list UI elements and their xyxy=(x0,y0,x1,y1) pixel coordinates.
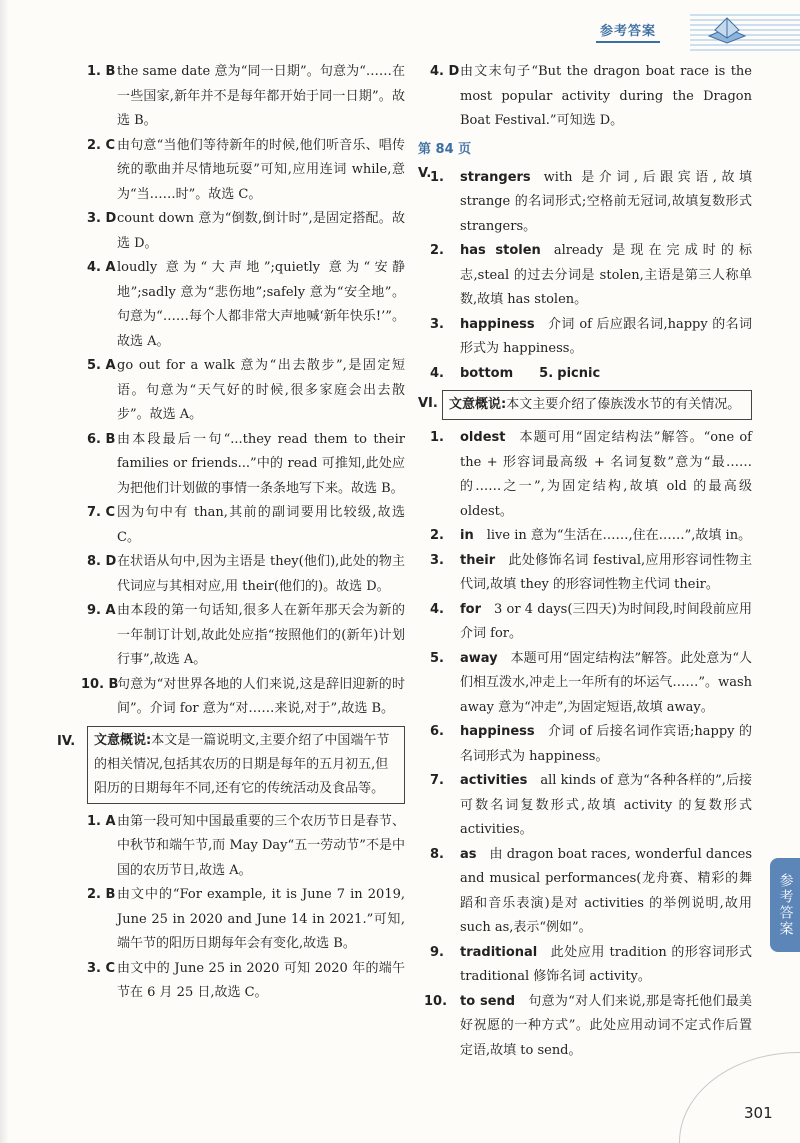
answer-number: 4. A xyxy=(87,260,116,275)
answer-keyword: activities xyxy=(460,773,528,788)
answer-explanation: 由文中的 June 25 in 2020 可知 2020 年的端午节在 6 月 25 日,故选 C。 xyxy=(117,960,405,1000)
answer-explanation: all kinds of 意为“各种各样的”,后接可数名词复数形式,故填 activity 的复数形式 activities。 xyxy=(460,773,752,837)
answer-explanation: go out for a walk 意为“出去散步”,是固定短语。句意为“天气好的时候,很多家庭会出去散步”。故选 A。 xyxy=(117,358,405,422)
answer-number: 1. xyxy=(430,169,444,185)
answer-keyword: as xyxy=(460,846,477,862)
answer-item xyxy=(87,256,405,354)
answer-number: 2. B xyxy=(87,887,116,902)
right-column xyxy=(418,60,752,1063)
answer-keyword: for xyxy=(460,601,481,617)
answer-explanation: 由第一段可知中国最重要的三个农历节日是春节、中秋节和端午节,而 May Day“五一劳动节”不是中国的农历节日,故选 A。 xyxy=(117,813,405,878)
answer-item xyxy=(424,990,752,1064)
answer-number: 3. xyxy=(430,316,444,332)
answer-keyword: in xyxy=(460,528,474,543)
answer-explanation: with 是介词,后跟宾语,故填 strange 的名词形式;空格前无冠词,故填复数形式 strangers。 xyxy=(460,169,752,234)
answer-explanation: 由本段最后一句“...they read them to their families or friends...”中的 read 可推知,此处应为把他们计划做的事情一条条地写下来。故选 B。 xyxy=(117,431,405,496)
answer-explanation: 在状语从句中,因为主语是 they(他们),此处的物主代词应与其相对应,用 their(他们的)。故选 D。 xyxy=(117,554,405,594)
answer-keyword: traditional xyxy=(460,944,538,960)
answer-number: 8. D xyxy=(87,554,117,569)
book-icon xyxy=(705,12,749,44)
answer-number: 1. B xyxy=(87,64,116,79)
answer-item xyxy=(430,647,752,721)
answer-explanation: already 是现在完成时的标志,steal 的过去分词是 stolen,主语是第三人称单数,故填 has stolen。 xyxy=(460,243,752,307)
answer-item xyxy=(87,134,405,208)
answer-explanation: 此处修饰名词 festival,应用形容词性物主代词,故填 they 的形容词性物主代词 their。 xyxy=(460,552,752,592)
answer-number: 10. xyxy=(424,993,448,1009)
answer-explanation: count down 意为“倒数,倒计时”,是固定搭配。故选 D。 xyxy=(117,211,405,251)
answer-item xyxy=(430,843,752,941)
section-v xyxy=(418,165,752,387)
answer-number: 3. D xyxy=(87,211,117,226)
answer-item xyxy=(430,313,752,362)
answer-explanation: 介词 of 后应跟名词,happy 的名词形式为 happiness。 xyxy=(460,316,752,356)
summary-text: 本文主要介绍了傣族泼水节的有关情况。 xyxy=(506,397,741,412)
answer-explanation: the same date 意为“同一日期”。句意为“……在一些国家,新年并不是每年都开始于同一日期”。故选 B。 xyxy=(117,64,405,128)
section-numeral: VI. xyxy=(418,396,438,411)
answer-number: 2. xyxy=(430,243,444,258)
answer-item xyxy=(430,549,752,598)
answer-explanation: live in 意为“生活在……,住在……”,故填 in。 xyxy=(486,528,752,543)
answer-explanation: 因为句中有 than,其前的副词要用比较级,故选 C。 xyxy=(117,505,405,545)
answer-explanation: 由句意“当他们等待新年的时候,他们听音乐、唱传统的歌曲并尽情地玩耍”可知,应用连词 while,意为“当……时”。故选 C。 xyxy=(117,137,405,202)
answer-item xyxy=(87,60,405,134)
answer-explanation: 本题可用“固定结构法”解答。此处意为“人们相互泼水,冲走上一年所有的坏运气……”。wash away 意为“冲走”,为固定短语,故填 away。 xyxy=(460,650,752,715)
answer-number: 1. xyxy=(430,430,444,445)
answer-item xyxy=(87,957,405,1006)
answer-item xyxy=(87,883,405,957)
answer-number: 4. xyxy=(430,365,444,381)
answer-keyword: bottom xyxy=(460,365,514,381)
answer-number: 4. D xyxy=(430,64,460,79)
answer-number: 10. B xyxy=(81,676,119,692)
section-vi xyxy=(418,390,752,1063)
summary-text: 本文是一篇说明文,主要介绍了中国端午节的相关情况,包括其农历的日期是每年的五月初五,但阳历的日期每年不同,还有它的传统活动及食品等。 xyxy=(94,732,390,796)
answer-item xyxy=(430,60,752,134)
answer-number: 5. A xyxy=(87,358,116,373)
answer-number: 9. A xyxy=(87,603,116,618)
answer-number: 1. A xyxy=(87,813,116,829)
answer-number: 9. xyxy=(430,944,444,960)
answer-explanation: loudly 意为“大声地”;quietly 意为“安静地”;sadly 意为“悲伤地”;safely 意为“安全地”。句意为“……每个人都非常大声地喊‘新年快乐!’”。故选 A。 xyxy=(117,260,405,349)
answer-item xyxy=(430,239,752,313)
answer-keyword: happiness xyxy=(460,316,535,332)
summary-box xyxy=(87,726,405,804)
answer-explanation: 本题可用“固定结构法”解答。“one of the + 形容词最高级 + 名词复数”意为“最……的……之一”,为固定结构,故填 old 的最高级 oldest。 xyxy=(460,430,752,519)
answer-keyword: away xyxy=(460,650,498,666)
answer-number: 2. xyxy=(430,528,444,543)
answer-number: 5. xyxy=(539,365,554,381)
answer-explanation: 由 dragon boat races, wonderful dances and musical performances(龙舟赛、精彩的舞蹈和音乐表演)是对 activities 的举例说明,故用 such as,表示“例如”。 xyxy=(460,846,752,935)
section-numeral: IV. xyxy=(57,733,76,749)
answer-keyword: has stolen xyxy=(460,243,541,258)
answer-keyword: their xyxy=(460,552,496,568)
page-binding-shadow xyxy=(0,0,9,1143)
answer-number: 4. xyxy=(430,601,444,617)
answer-number: 3. xyxy=(430,552,444,568)
answer-number: 8. xyxy=(430,846,444,862)
answer-explanation: 由文中的“For example, it is June 7 in 2019, June 25 in 2020 and June 14 in 2021.”可知,端午节的阳历日期每年会有变化,故选 B。 xyxy=(117,887,405,951)
answer-item xyxy=(430,769,752,843)
answer-number: 5. xyxy=(430,650,444,666)
answer-keyword: happiness xyxy=(460,724,535,739)
header-label: 参考答案 xyxy=(596,20,660,43)
page-number: 301 xyxy=(744,1104,773,1122)
answer-explanation: 由文末句子“But the dragon boat race is the most popular activity during the Dragon Boat Festival.”可知选 D。 xyxy=(460,64,752,128)
answer-item xyxy=(430,524,752,549)
answer-item xyxy=(87,550,405,599)
answer-explanation: 介词 of 后接名词作宾语;happy 的名词形式为 happiness。 xyxy=(460,724,752,764)
answer-item xyxy=(430,720,752,769)
answer-keyword: to send xyxy=(460,993,516,1009)
answer-item xyxy=(430,941,752,990)
answer-keyword: strangers xyxy=(460,169,531,185)
side-tab-answers: 参考答案 xyxy=(770,858,800,952)
summary-box xyxy=(442,390,752,420)
answer-item xyxy=(87,207,405,256)
summary-label: 文意概说: xyxy=(449,397,507,412)
answer-number: 2. C xyxy=(87,137,116,153)
answer-item xyxy=(430,362,752,387)
section-numeral: V. xyxy=(418,165,432,181)
answer-explanation: 3 or 4 days(三四天)为时间段,时间段前应用介词 for。 xyxy=(460,601,752,641)
answer-keyword: oldest xyxy=(460,430,506,445)
answer-item xyxy=(87,501,405,550)
answer-keyword: picnic xyxy=(557,365,601,381)
answer-item xyxy=(87,810,405,884)
page-reference: 第 84 页 xyxy=(418,141,472,157)
answer-number: 7. C xyxy=(87,505,116,520)
answer-item xyxy=(430,426,752,524)
answer-number: 7. xyxy=(430,773,444,788)
answer-explanation: 由本段的第一句话知,很多人在新年那天会为新的一年制订计划,故此处应指“按照他们的(新年)计划行事”,故选 A。 xyxy=(117,603,405,667)
answer-number: 6. xyxy=(430,724,444,739)
answer-explanation: 句意为“对人们来说,那是寄托他们最美好祝愿的一种方式”。此处应用动词不定式作后置定语,故填 to send。 xyxy=(460,993,752,1058)
answer-explanation: 此处应用 tradition 的形容词形式 traditional 修饰名词 activity。 xyxy=(460,944,752,984)
left-column xyxy=(57,60,405,1006)
answer-item xyxy=(430,166,752,240)
answer-item xyxy=(87,354,405,428)
answer-item xyxy=(87,428,405,502)
page-corner-curve xyxy=(679,1052,800,1143)
section-iv xyxy=(57,726,405,1006)
answer-item xyxy=(87,599,405,673)
answer-explanation: 句意为“对世界各地的人们来说,这是辞旧迎新的时间”。介词 for 意为“对……来说,对于”,故选 B。 xyxy=(117,676,405,716)
answer-number: 6. B xyxy=(87,431,116,447)
answer-item xyxy=(81,673,405,722)
answer-number: 3. C xyxy=(87,960,116,976)
answer-item xyxy=(430,598,752,647)
summary-label: 文意概说: xyxy=(94,732,152,748)
